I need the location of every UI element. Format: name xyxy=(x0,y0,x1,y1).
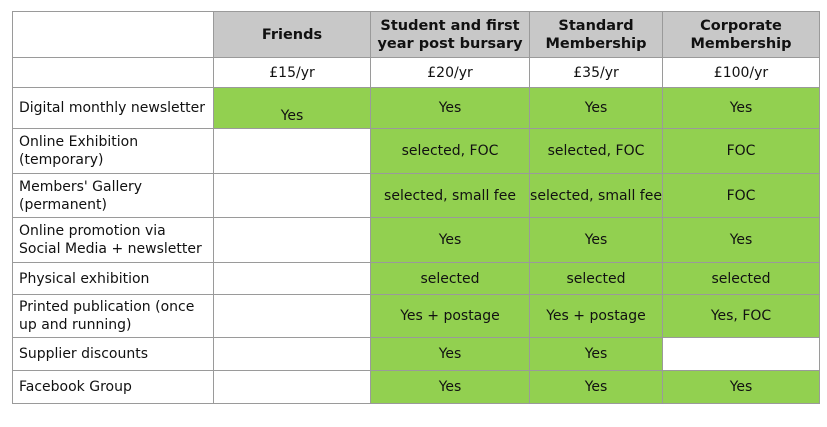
table-cell: Yes xyxy=(530,88,663,129)
table-cell: Yes xyxy=(371,338,530,371)
row-label: Printed publication (once up and running) xyxy=(13,295,214,338)
table-cell xyxy=(214,129,371,174)
table-row xyxy=(13,338,820,371)
table-cell: Yes xyxy=(371,371,530,404)
row-label: Physical exhibition xyxy=(13,263,214,295)
table-row xyxy=(13,129,820,174)
table-cell xyxy=(214,218,371,263)
table-cell: Yes + postage xyxy=(530,295,663,338)
membership-comparison-table xyxy=(12,11,820,404)
table-cell: selected xyxy=(371,263,530,295)
price-standard: £35/yr xyxy=(530,58,663,88)
price-corner xyxy=(13,58,214,88)
table-row xyxy=(13,174,820,218)
table-cell: Yes xyxy=(530,338,663,371)
table-cell: selected xyxy=(530,263,663,295)
table-cell xyxy=(214,263,371,295)
table-cell xyxy=(214,338,371,371)
table-cell xyxy=(214,174,371,218)
header-friends: Friends xyxy=(214,12,371,58)
price-row xyxy=(13,58,820,88)
table-cell: Yes + postage xyxy=(371,295,530,338)
row-label: Online promotion via Social Media + newsletter xyxy=(13,218,214,263)
row-label: Members' Gallery (permanent) xyxy=(13,174,214,218)
row-label: Online Exhibition (temporary) xyxy=(13,129,214,174)
row-label: Digital monthly newsletter xyxy=(13,88,214,129)
table-row xyxy=(13,218,820,263)
header-corporate: Corporate Membership xyxy=(663,12,820,58)
row-label: Supplier discounts xyxy=(13,338,214,371)
header-standard: Standard Membership xyxy=(530,12,663,58)
header-corner xyxy=(13,12,214,58)
table-cell: Yes xyxy=(663,218,820,263)
table-cell: selected, small fee xyxy=(371,174,530,218)
table-cell: Yes xyxy=(371,88,530,129)
table-cell: Yes xyxy=(530,371,663,404)
price-student: £20/yr xyxy=(371,58,530,88)
table-cell: Yes xyxy=(663,371,820,404)
table-cell: Yes xyxy=(371,218,530,263)
table-cell: FOC xyxy=(663,129,820,174)
price-corporate: £100/yr xyxy=(663,58,820,88)
table-cell: selected xyxy=(663,263,820,295)
table-row xyxy=(13,88,820,129)
table-cell: selected, small fee xyxy=(530,174,663,218)
table-cell xyxy=(214,371,371,404)
table-row xyxy=(13,295,820,338)
table-cell: Yes xyxy=(214,88,371,129)
table-cell: selected, FOC xyxy=(371,129,530,174)
table-cell: Yes xyxy=(530,218,663,263)
table-cell: FOC xyxy=(663,174,820,218)
table-cell: Yes xyxy=(663,88,820,129)
table-cell xyxy=(663,338,820,371)
table-row xyxy=(13,263,820,295)
header-row xyxy=(13,12,820,58)
table-row xyxy=(13,371,820,404)
table-cell xyxy=(214,295,371,338)
table-cell: selected, FOC xyxy=(530,129,663,174)
header-student: Student and first year post bursary xyxy=(371,12,530,58)
price-friends: £15/yr xyxy=(214,58,371,88)
row-label: Facebook Group xyxy=(13,371,214,404)
table-cell: Yes, FOC xyxy=(663,295,820,338)
